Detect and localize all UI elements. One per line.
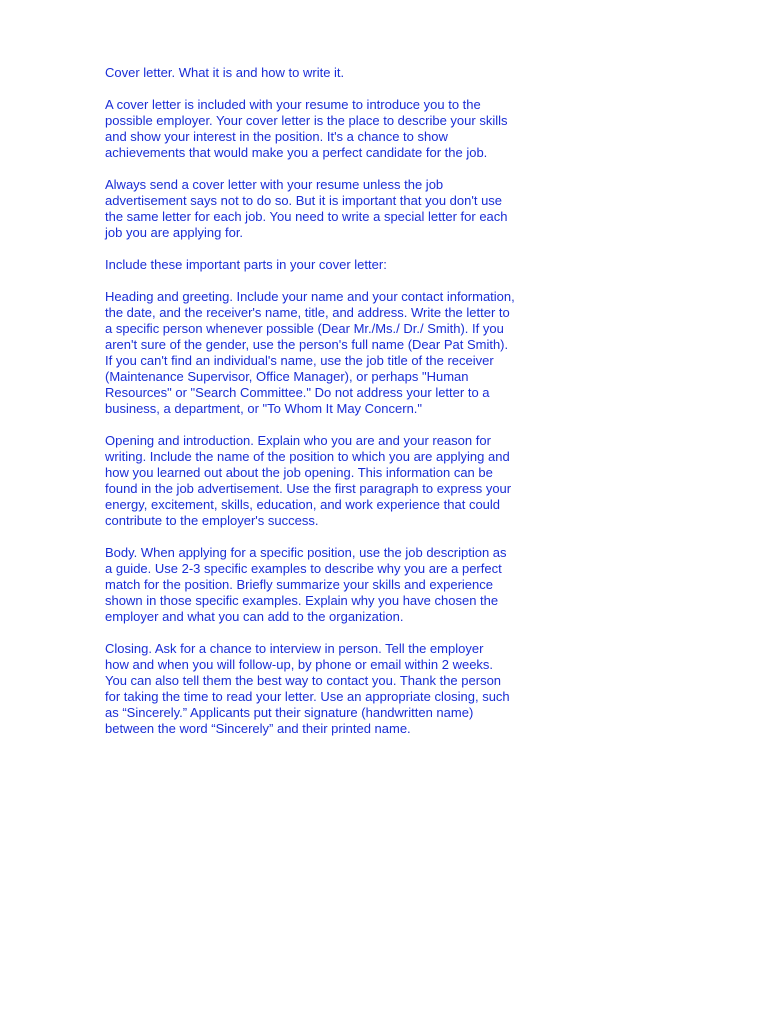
- text-line: job you are applying for.: [105, 225, 244, 240]
- text-line: Closing. Ask for a chance to interview in person. Tell the employer: [105, 641, 484, 656]
- paragraph-body: [105, 545, 565, 625]
- text-line: how you learned out about the job opening. This information can be: [105, 465, 493, 480]
- text-line: Resources" or "Search Committee." Do not address your letter to a: [105, 385, 490, 400]
- paragraph-heading-greeting: [105, 289, 565, 417]
- text-line: Always send a cover letter with your resume unless the job: [105, 177, 444, 192]
- document-title: [105, 65, 565, 81]
- text-line: contribute to the employer's success.: [105, 513, 319, 528]
- text-line: for taking the time to read your letter. Use an appropriate closing, such: [105, 689, 510, 704]
- text-line: a guide. Use 2-3 specific examples to describe why you are a perfect: [105, 561, 502, 576]
- text-line: Opening and introduction. Explain who you are and your reason for: [105, 433, 491, 448]
- text-line: Cover letter. What it is and how to write it.: [105, 65, 345, 80]
- paragraph-closing: [105, 641, 565, 737]
- text-line: You can also tell them the best way to contact you. Thank the person: [105, 673, 502, 688]
- paragraph-opening: [105, 433, 565, 529]
- text-line: Body. When applying for a specific position, use the job description as: [105, 545, 507, 560]
- text-line: Include these important parts in your cover letter:: [105, 257, 387, 272]
- text-line: business, a department, or "To Whom It May Concern.": [105, 401, 423, 416]
- text-line: Heading and greeting. Include your name and your contact information,: [105, 289, 515, 304]
- text-line: energy, excitement, skills, education, and work experience that could: [105, 497, 501, 512]
- text-line: (Maintenance Supervisor, Office Manager), or perhaps "Human: [105, 369, 469, 384]
- text-line: employer and what you can add to the organization.: [105, 609, 404, 624]
- text-line: aren't sure of the gender, use the person's full name (Dear Pat Smith).: [105, 337, 509, 352]
- text-line: how and when you will follow-up, by phone or email within 2 weeks.: [105, 657, 494, 672]
- text-line: between the word “Sincerely” and their printed name.: [105, 721, 411, 736]
- text-line: shown in those specific examples. Explain why you have chosen the: [105, 593, 499, 608]
- text-line: possible employer. Your cover letter is the place to describe your skills: [105, 113, 508, 128]
- text-line: the same letter for each job. You need to write a special letter for each: [105, 209, 508, 224]
- text-line: as “Sincerely.” Applicants put their signature (handwritten name): [105, 705, 474, 720]
- text-line: If you can't find an individual's name, use the job title of the receiver: [105, 353, 494, 368]
- paragraph-always-send: [105, 177, 565, 241]
- text-line: found in the job advertisement. Use the first paragraph to express your: [105, 481, 512, 496]
- text-line: match for the position. Briefly summarize your skills and experience: [105, 577, 493, 592]
- text-line: the date, and the receiver's name, title, and address. Write the letter to: [105, 305, 510, 320]
- document-page: [105, 65, 565, 753]
- paragraph-intro: [105, 97, 565, 161]
- text-line: A cover letter is included with your resume to introduce you to the: [105, 97, 481, 112]
- text-line: advertisement says not to do so. But it is important that you don't use: [105, 193, 503, 208]
- text-line: a specific person whenever possible (Dear Mr./Ms./ Dr./ Smith). If you: [105, 321, 504, 336]
- text-line: writing. Include the name of the position to which you are applying and: [105, 449, 510, 464]
- text-line: achievements that would make you a perfect candidate for the job.: [105, 145, 488, 160]
- text-line: and show your interest in the position. It's a chance to show: [105, 129, 448, 144]
- paragraph-parts-intro: [105, 257, 565, 273]
